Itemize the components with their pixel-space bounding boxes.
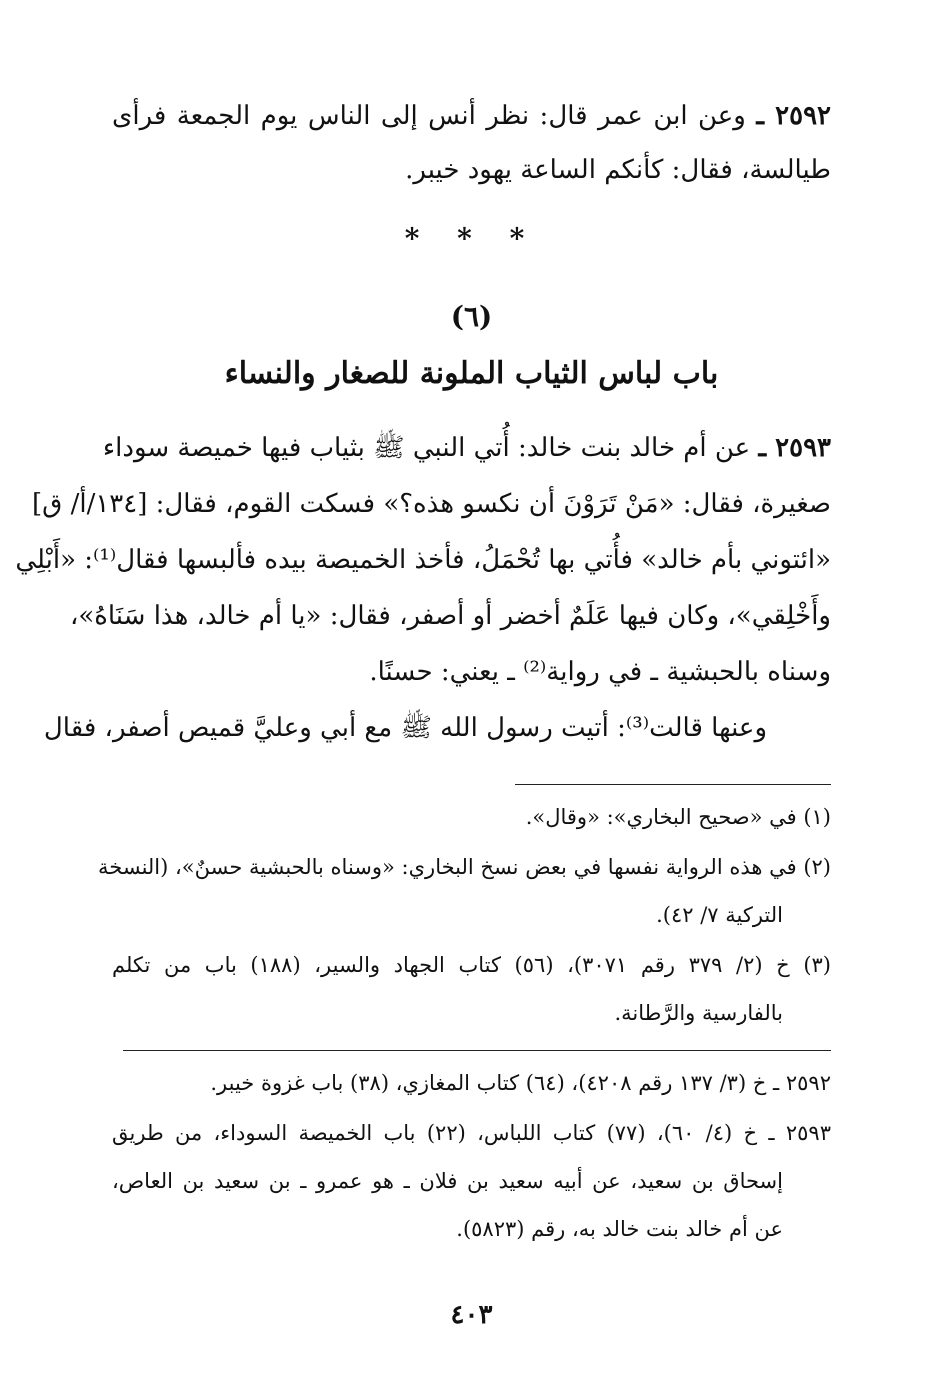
hadith-2593-line-3: «ائتوني بأم خالد» فأُتي بها تُحْمَلُ، فأخذ الخميصة بيده فألبسها فقال⁽¹⁾: «أَبْلِي <box>15 545 831 575</box>
footnote-3-cont: بالفارسية والرَّطانة. <box>614 1001 783 1025</box>
hadith-2592-line-2: طيالسة، فقال: كأنكم الساعة يهود خيبر. <box>405 155 831 185</box>
takhrij-2593: ٢٥٩٣ ـ خ (٤/ ٦٠)، (٧٧) كتاب اللباس، (٢٢) باب الخميصة السوداء، من طريق <box>112 1121 831 1145</box>
hadith-text: وعن ابن عمر قال: نظر أنس إلى الناس يوم الجمعة فرأى <box>112 101 746 131</box>
hadith-2592-line-1 <box>112 94 831 138</box>
takhrij-2593-cont-1: إسحاق بن سعيد، عن أبيه سعيد بن فلان ـ هو عمرو ـ بن سعيد بن العاص، <box>112 1169 783 1193</box>
footnote-2: (٢) في هذه الرواية نفسها في بعض نسخ البخاري: «وسناه بالحبشية حسنٌ»، (النسخة <box>98 855 831 879</box>
hadith-2593-line-2: صغيرة، فقال: «مَنْ تَرَوْنَ أن نكسو هذه؟» فسكت القوم، فقال: [١٣٤/أ/ ق] <box>32 489 831 519</box>
hadith-text: عن أم خالد بنت خالد: أُتي النبي ﷺ بثياب فيها خميصة سوداء <box>102 433 751 463</box>
section-separator: * * * <box>404 222 539 255</box>
footnote-3: (٣) خ (٢/ ٣٧٩ رقم ٣٠٧١)، (٥٦) كتاب الجهاد والسير، (١٨٨) باب من تكلم <box>112 953 831 977</box>
hadith-2593-line-5: وسناه بالحبشية ـ في رواية⁽²⁾ ـ يعني: حسنًا. <box>369 657 831 687</box>
chapter-number: (٦) <box>450 300 493 333</box>
takhrij-divider <box>123 1050 831 1051</box>
hadith-2593-line-1 <box>102 426 831 470</box>
hadith-number: ٢٥٩٢ ـ <box>756 101 832 131</box>
hadith-2593-line-6: وعنها قالت⁽³⁾: أتيت رسول الله ﷺ مع أبي وعليَّ قميص أصفر، فقال <box>43 713 767 743</box>
takhrij-2593-cont-2: عن أم خالد بنت خالد به، رقم (٥٨٢٣). <box>456 1217 783 1241</box>
footnote-2-cont: التركية ٧/ ٤٢). <box>656 903 783 927</box>
chapter-title: باب لباس الثياب الملونة للصغار والنساء <box>224 356 719 391</box>
takhrij-2592: ٢٥٩٢ ـ خ (٣/ ١٣٧ رقم ٤٢٠٨)، (٦٤) كتاب المغازي، (٣٨) باب غزوة خيبر. <box>210 1071 831 1095</box>
footnote-divider <box>515 784 831 785</box>
hadith-2593-line-4: وأَخْلِقي»، وكان فيها عَلَمٌ أخضر أو أصفر، فقال: «يا أم خالد، هذا سَنَاهُ»، <box>69 601 831 631</box>
footnote-1: (١) في «صحيح البخاري»: «وقال». <box>525 805 831 829</box>
hadith-number: ٢٥٩٣ ـ <box>758 433 831 463</box>
page-number: ٤٠٣ <box>450 1300 493 1330</box>
